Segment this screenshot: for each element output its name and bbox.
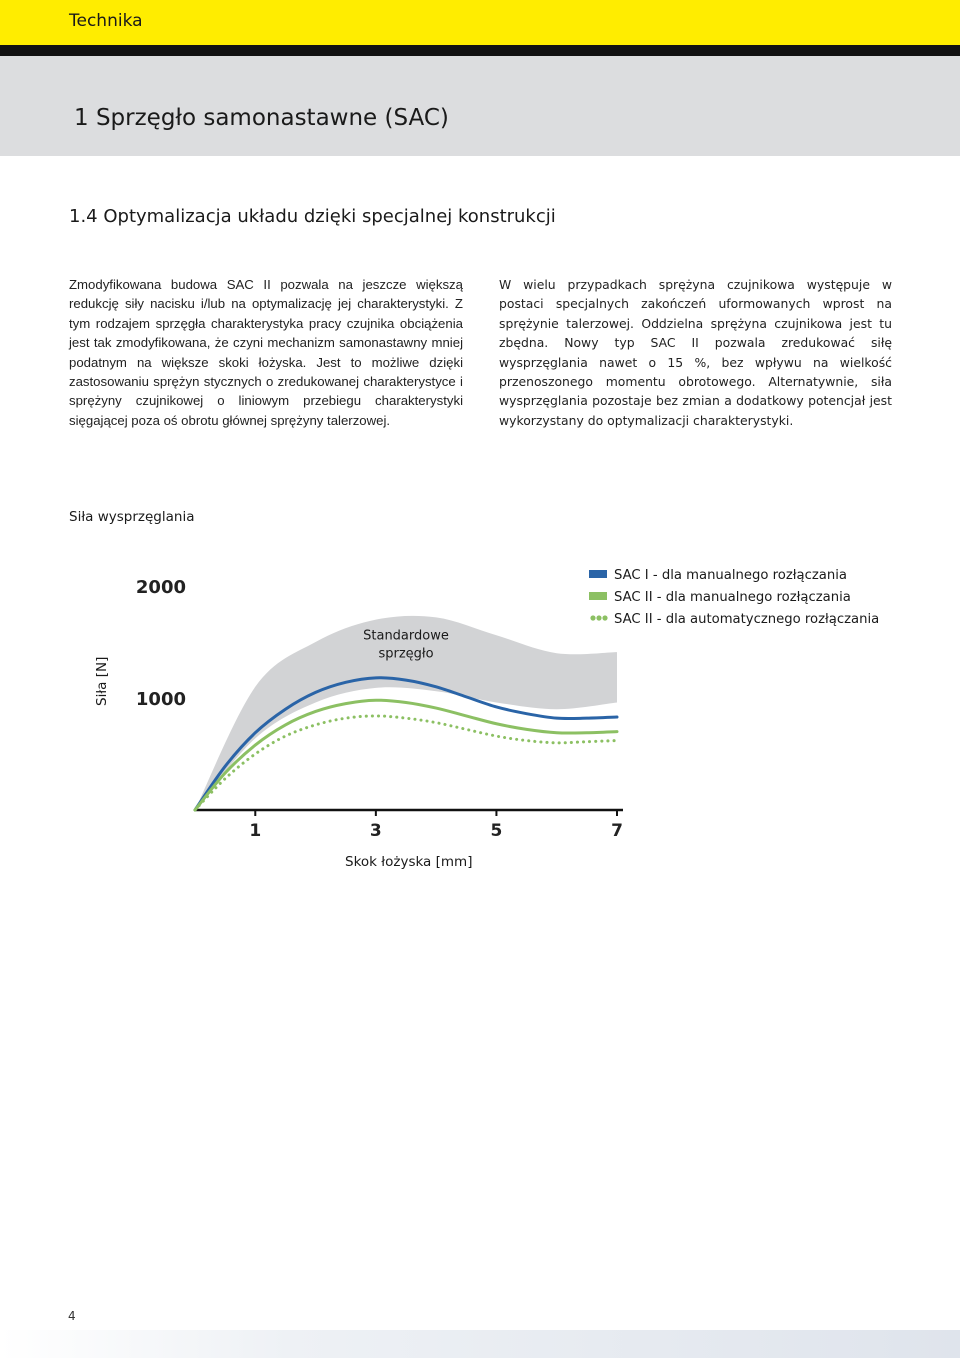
subsection-title: 1.4 Optymalizacja układu dzięki specjalnej konstrukcji xyxy=(69,206,556,227)
chart-svg xyxy=(90,555,890,880)
y-axis-label: Siła [N] xyxy=(94,656,110,706)
legend-swatch-dot xyxy=(590,615,595,620)
y-tick-label: 2000 xyxy=(135,577,186,598)
left-column-text: Zmodyfikowana budowa SAC II pozwala na jeszcze większą redukcję siły nacisku i/lub na optymalizację jej charakterystyki. Z tym rodzajem sprzęgła charakterystyka pracy czujnika obciążenia jest tak zmodyfikowana, że czyni mechanizm samonastawny mniej podatnym na większe skoki łożyska. Jest to możliwe dzięki zastosowaniu sprężyn stycznych o zredukowanej charakterystyce i sprężyny czujnikowej o liniowym przebiegu charakterystyki sięgającej poza oś obrotu głównej sprężyny talerzowej. xyxy=(69,277,463,428)
footer-band xyxy=(0,1330,960,1358)
band-label: Standardowe sprzęgło xyxy=(363,628,449,662)
section-label: Technika xyxy=(69,11,143,31)
standard-clutch-band xyxy=(195,616,617,810)
x-tick-label: 3 xyxy=(369,821,382,841)
header-divider xyxy=(0,45,960,56)
page-number: 4 xyxy=(68,1309,76,1323)
legend-swatch-dot xyxy=(602,615,607,620)
legend-label-2: SAC II - dla manualnego rozłączania xyxy=(614,590,851,605)
legend-label-1: SAC I - dla manualnego rozłączania xyxy=(614,568,847,583)
x-tick-label: 7 xyxy=(611,821,623,841)
legend-swatch-dot xyxy=(596,615,601,620)
chart xyxy=(90,555,890,880)
right-column-text: W wielu przypadkach sprężyna czujnikowa występuje w postaci specjalnych zakończeń uformowanych wprost na sprężynie talerzowej. Oddzielna sprężyna czujnikowa jest tu zbędna. Nowy typ SAC II pozwala zredukować siłę wysprzęglania nawet o 15 %, bez wpływu na wielkość przenoszonego momentu obrotowego. Alternatywnie, siła wysprzęglania pozostaje bez zmian a dodatkowy potencjał jest wykorzystany do optymalizacji charakterystyki. xyxy=(499,277,892,428)
x-tick-label: 1 xyxy=(249,821,262,841)
chapter-title: 1 Sprzęgło samonastawne (SAC) xyxy=(74,105,449,131)
legend-swatch-2 xyxy=(589,592,607,600)
x-axis-label: Skok łożyska [mm] xyxy=(345,854,473,870)
chart-title: Siła wysprzęglania xyxy=(69,509,195,525)
legend-swatch-1 xyxy=(589,570,607,578)
x-tick-label: 5 xyxy=(490,821,503,841)
y-tick-label: 1000 xyxy=(135,689,186,710)
header-bar xyxy=(0,0,960,45)
legend-label-3: SAC II - dla automatycznego rozłączania xyxy=(614,612,880,627)
